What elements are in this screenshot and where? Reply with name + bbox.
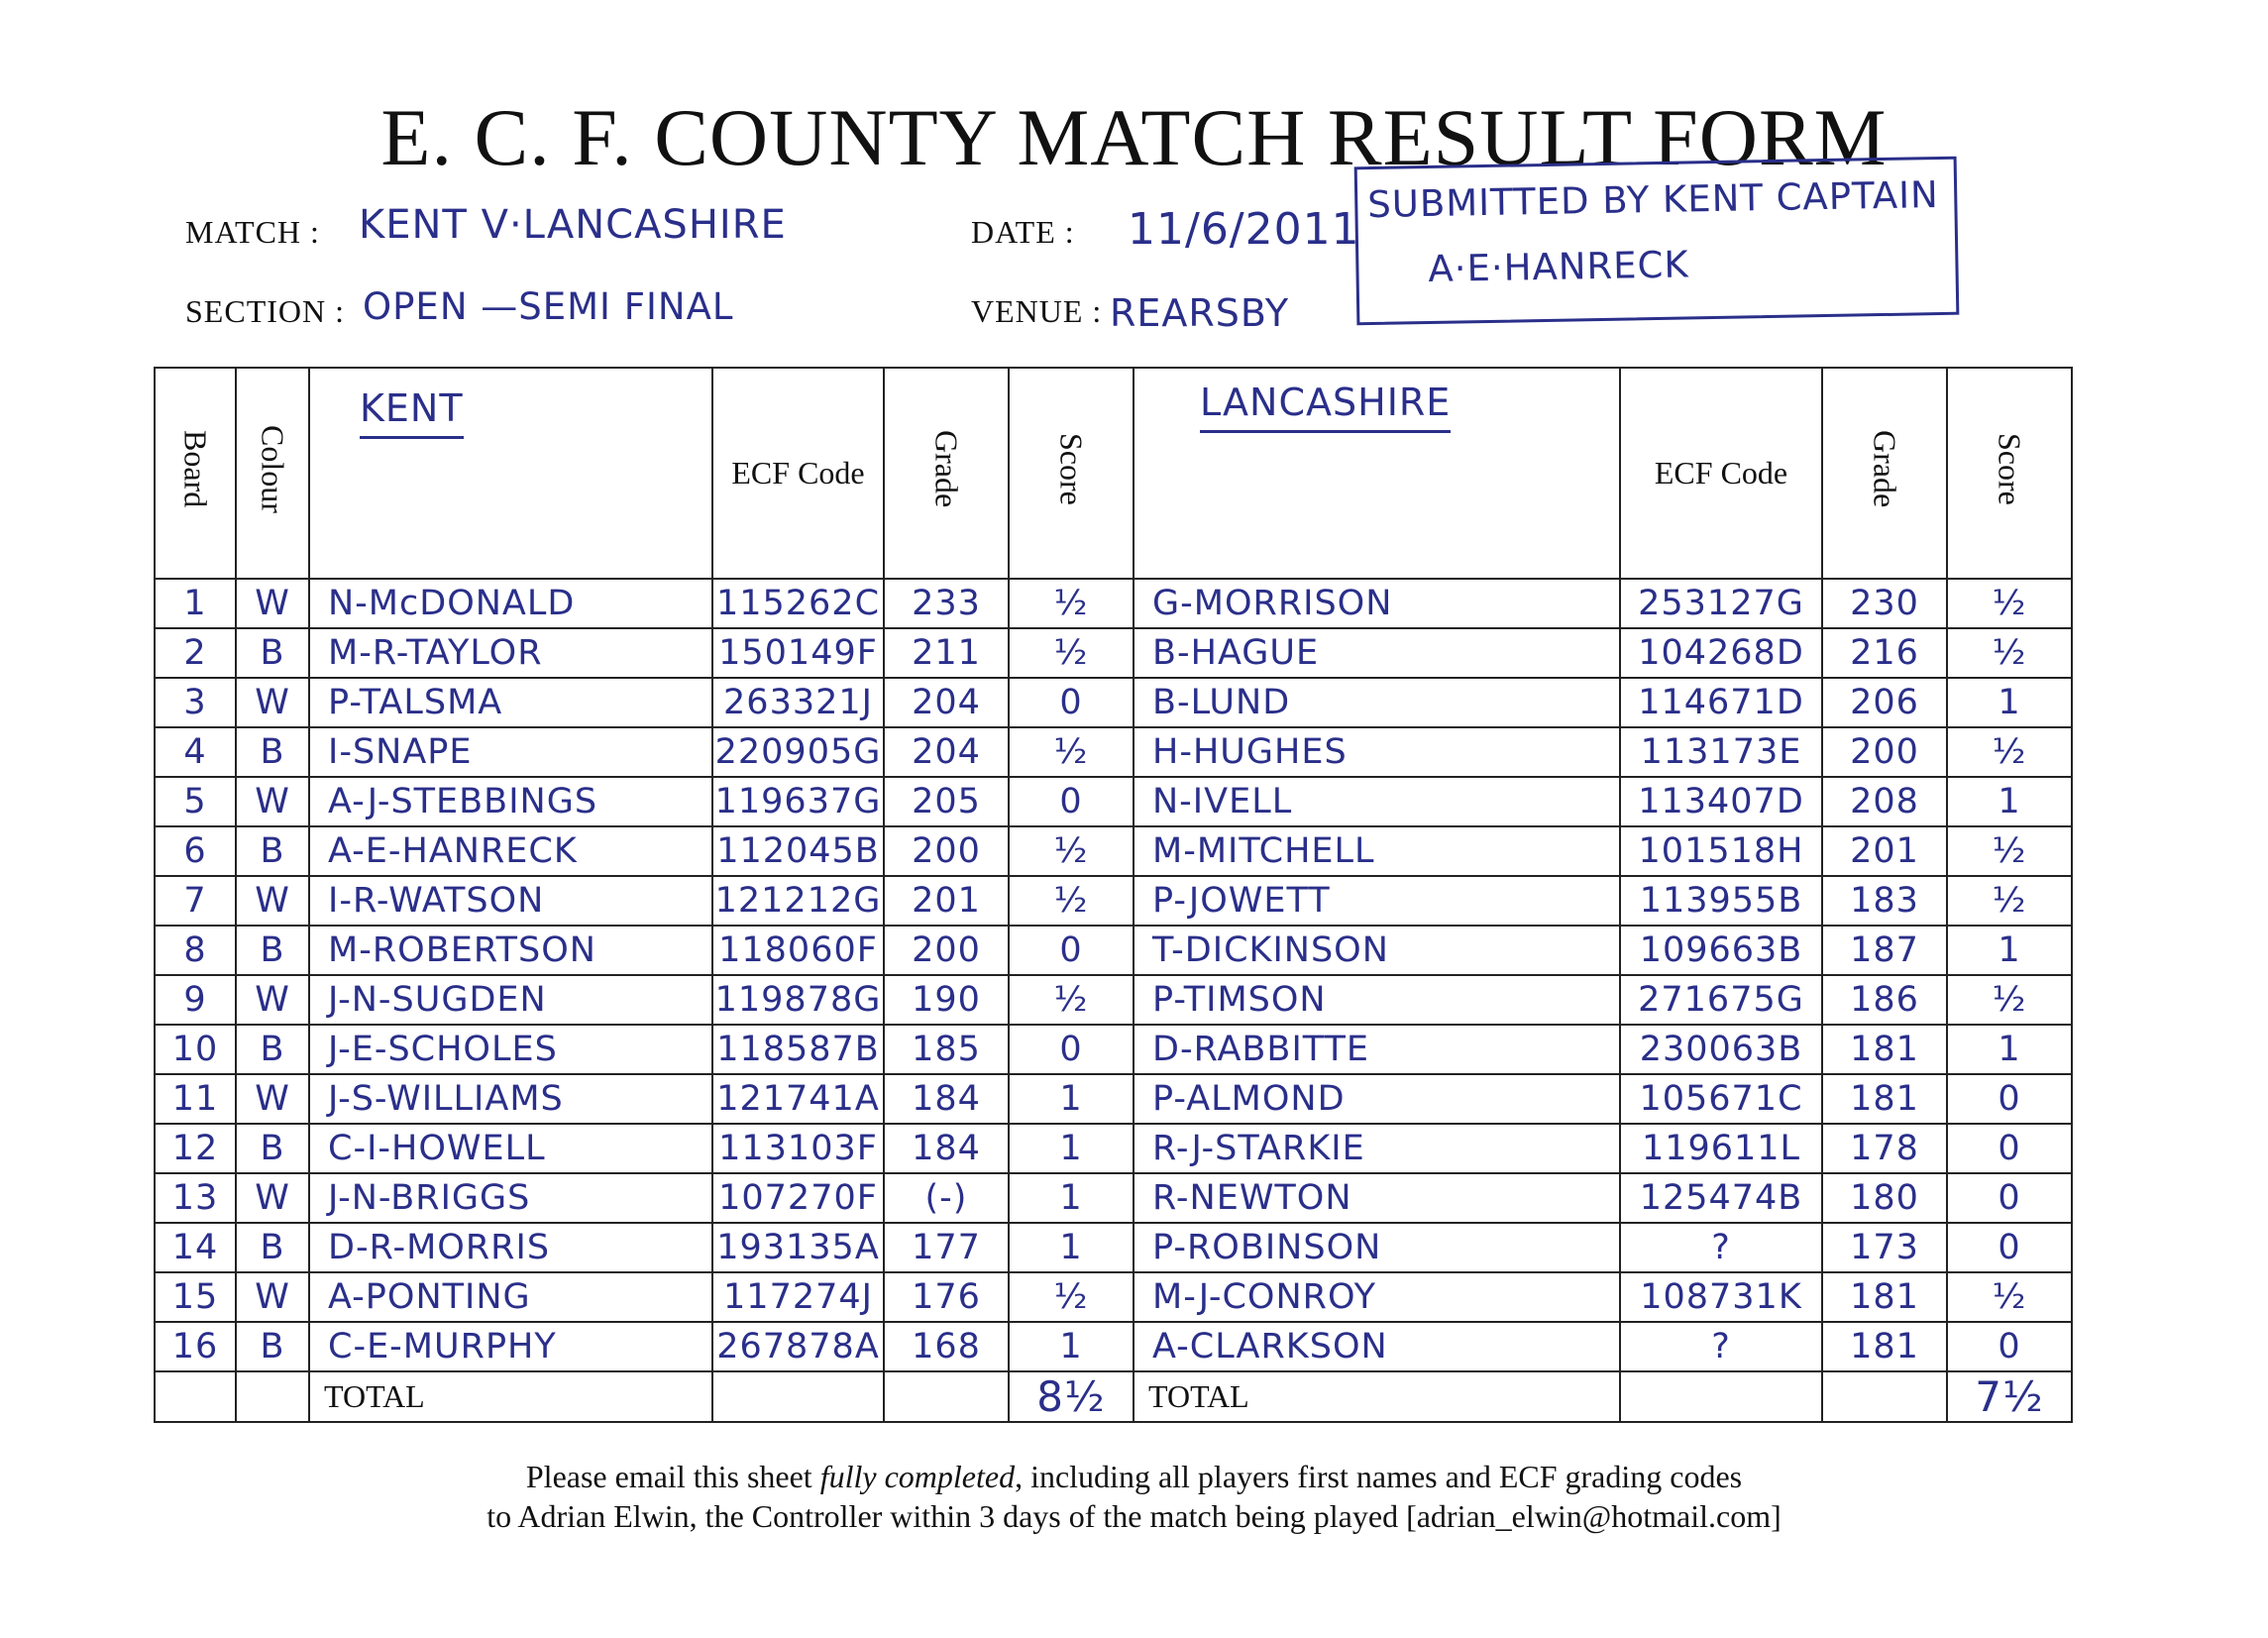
header-row (155, 368, 2072, 579)
away-player-cell: P-TIMSON (1134, 975, 1620, 1025)
results-table (154, 367, 2073, 1423)
away-score-header: Score (1947, 368, 2072, 579)
away-score-cell: 0 (1947, 1074, 2072, 1124)
away-total-score: 7½ (1947, 1371, 2072, 1422)
home-score-cell: ½ (1009, 975, 1134, 1025)
away-grade-cell: 183 (1822, 876, 1947, 926)
date-label: DATE : (971, 214, 1075, 250)
board-cell: 8 (155, 926, 236, 975)
board-cell: 6 (155, 826, 236, 876)
table-row (155, 975, 2072, 1025)
home-score-cell: ½ (1009, 579, 1134, 628)
home-grade-cell: 190 (884, 975, 1009, 1025)
table-row (155, 1173, 2072, 1223)
home-score-cell: ½ (1009, 727, 1134, 777)
away-ecf-code-cell: 230063B (1620, 1025, 1822, 1074)
away-ecf-code-cell: 113955B (1620, 876, 1822, 926)
home-score-cell: 0 (1009, 678, 1134, 727)
home-grade-cell: 205 (884, 777, 1009, 826)
match-value: KENT V·LANCASHIRE (359, 202, 787, 248)
away-ecf-code-cell: ? (1620, 1223, 1822, 1272)
venue-label: VENUE : (971, 293, 1103, 329)
board-cell: 12 (155, 1124, 236, 1173)
board-cell: 3 (155, 678, 236, 727)
table-row (155, 579, 2072, 628)
away-player-cell: A-CLARKSON (1134, 1322, 1620, 1371)
home-ecf-code-cell: 113103F (712, 1124, 884, 1173)
away-player-cell: N-IVELL (1134, 777, 1620, 826)
away-player-cell: D-RABBITTE (1134, 1025, 1620, 1074)
home-grade-cell: 211 (884, 628, 1009, 678)
away-player-cell: B-LUND (1134, 678, 1620, 727)
home-ecf-code-cell: 267878A (712, 1322, 884, 1371)
total-colour-cell (236, 1371, 309, 1422)
home-grade-cell: 185 (884, 1025, 1009, 1074)
colour-cell: B (236, 1322, 309, 1371)
home-grade-cell: 200 (884, 826, 1009, 876)
table-row (155, 1322, 2072, 1371)
table-row (155, 628, 2072, 678)
away-score-cell: 0 (1947, 1124, 2072, 1173)
board-cell: 1 (155, 579, 236, 628)
away-player-cell: M-MITCHELL (1134, 826, 1620, 876)
away-player-cell: T-DICKINSON (1134, 926, 1620, 975)
home-score-cell: 1 (1009, 1124, 1134, 1173)
board-cell: 16 (155, 1322, 236, 1371)
away-score-cell: 0 (1947, 1223, 2072, 1272)
away-score-cell: 0 (1947, 1322, 2072, 1371)
away-grade-cell: 181 (1822, 1322, 1947, 1371)
away-player-cell: R-NEWTON (1134, 1173, 1620, 1223)
home-grade-cell: 204 (884, 678, 1009, 727)
away-grade-cell: 178 (1822, 1124, 1947, 1173)
home-ecf-code-cell: 263321J (712, 678, 884, 727)
total-board-cell (155, 1371, 236, 1422)
home-score-header: Score (1009, 368, 1134, 579)
footer-instructions (0, 1457, 2268, 1536)
away-grade-cell: 186 (1822, 975, 1947, 1025)
table-row (155, 727, 2072, 777)
home-score-cell: 1 (1009, 1074, 1134, 1124)
home-ecf-code-cell: 107270F (712, 1173, 884, 1223)
away-team-name: LANCASHIRE (1200, 381, 1451, 433)
board-cell: 14 (155, 1223, 236, 1272)
home-team-header (309, 368, 712, 579)
home-player-cell: P-TALSMA (309, 678, 712, 727)
home-score-cell: ½ (1009, 1272, 1134, 1322)
away-ecf-code-cell: 101518H (1620, 826, 1822, 876)
footer-line-1: Please email this sheet fully completed, including all players first names and ECF grading codes (525, 1459, 1743, 1494)
home-player-cell: J-N-BRIGGS (309, 1173, 712, 1223)
home-ecf-code-cell: 220905G (712, 727, 884, 777)
table-row (155, 1223, 2072, 1272)
away-player-cell: P-ROBINSON (1134, 1223, 1620, 1272)
footer-line-2: to Adrian Elwin, the Controller within 3 days of the match being played [adrian_elwin@hotmail.com] (486, 1498, 1782, 1534)
home-ecf-code-cell: 117274J (712, 1272, 884, 1322)
away-score-cell: ½ (1947, 1272, 2072, 1322)
away-ecf-code-cell: 105671C (1620, 1074, 1822, 1124)
board-cell: 10 (155, 1025, 236, 1074)
submitted-by-box (1354, 157, 1960, 326)
section-label: SECTION : (185, 293, 345, 329)
away-player-cell: P-JOWETT (1134, 876, 1620, 926)
home-total-label: TOTAL (309, 1371, 712, 1422)
home-player-cell: M-R-TAYLOR (309, 628, 712, 678)
away-score-cell: ½ (1947, 579, 2072, 628)
away-grade-cell: 180 (1822, 1173, 1947, 1223)
away-player-cell: G-MORRISON (1134, 579, 1620, 628)
home-ecf-code-cell: 119878G (712, 975, 884, 1025)
board-cell: 5 (155, 777, 236, 826)
colour-cell: B (236, 1223, 309, 1272)
colour-cell: W (236, 678, 309, 727)
submitted-by-text: SUBMITTED BY KENT CAPTAIN (1366, 173, 1940, 227)
table-row (155, 876, 2072, 926)
away-ecf-code-header: ECF Code (1620, 368, 1822, 579)
form-title: E. C. F. COUNTY MATCH RESULT FORM (380, 92, 1888, 182)
home-grade-cell: (-) (884, 1173, 1009, 1223)
home-total-score: 8½ (1009, 1371, 1134, 1422)
away-ecf-code-cell: 109663B (1620, 926, 1822, 975)
board-cell: 9 (155, 975, 236, 1025)
home-grade-cell: 200 (884, 926, 1009, 975)
away-ecf-code-cell: ? (1620, 1322, 1822, 1371)
table-row (155, 826, 2072, 876)
away-score-cell: ½ (1947, 876, 2072, 926)
home-score-cell: ½ (1009, 826, 1134, 876)
table-row (155, 777, 2072, 826)
away-player-cell: M-J-CONROY (1134, 1272, 1620, 1322)
venue-value: REARSBY (1110, 291, 1290, 335)
away-score-cell: 1 (1947, 777, 2072, 826)
home-grade-cell: 201 (884, 876, 1009, 926)
total-row (155, 1371, 2072, 1422)
away-player-cell: H-HUGHES (1134, 727, 1620, 777)
home-score-cell: 0 (1009, 1025, 1134, 1074)
colour-cell: W (236, 1272, 309, 1322)
away-grade-cell: 216 (1822, 628, 1947, 678)
home-ecf-code-cell: 115262C (712, 579, 884, 628)
away-score-cell: ½ (1947, 975, 2072, 1025)
home-grade-cell: 204 (884, 727, 1009, 777)
home-player-cell: M-ROBERTSON (309, 926, 712, 975)
table-row (155, 926, 2072, 975)
board-cell: 7 (155, 876, 236, 926)
away-grade-cell: 206 (1822, 678, 1947, 727)
away-grade-cell: 201 (1822, 826, 1947, 876)
away-grade-cell: 181 (1822, 1272, 1947, 1322)
away-ecf-code-cell: 253127G (1620, 579, 1822, 628)
board-cell: 4 (155, 727, 236, 777)
total-empty-cell (712, 1371, 884, 1422)
away-score-cell: 1 (1947, 1025, 2072, 1074)
colour-cell: B (236, 1025, 309, 1074)
colour-cell: W (236, 777, 309, 826)
away-ecf-code-cell: 113407D (1620, 777, 1822, 826)
away-score-cell: ½ (1947, 727, 2072, 777)
home-score-cell: ½ (1009, 876, 1134, 926)
home-ecf-code-cell: 118060F (712, 926, 884, 975)
home-player-cell: J-N-SUGDEN (309, 975, 712, 1025)
home-ecf-code-cell: 118587B (712, 1025, 884, 1074)
home-grade-cell: 177 (884, 1223, 1009, 1272)
home-ecf-code-cell: 150149F (712, 628, 884, 678)
colour-cell: B (236, 628, 309, 678)
away-team-header (1134, 368, 1620, 579)
total-empty-cell (1822, 1371, 1947, 1422)
away-ecf-code-cell: 104268D (1620, 628, 1822, 678)
away-grade-header: Grade (1822, 368, 1947, 579)
home-team-name: KENT (360, 386, 464, 439)
away-score-cell: 1 (1947, 678, 2072, 727)
away-grade-cell: 230 (1822, 579, 1947, 628)
table-row (155, 1272, 2072, 1322)
home-grade-header: Grade (884, 368, 1009, 579)
away-grade-cell: 173 (1822, 1223, 1947, 1272)
home-grade-cell: 184 (884, 1124, 1009, 1173)
home-grade-cell: 168 (884, 1322, 1009, 1371)
home-ecf-code-cell: 119637G (712, 777, 884, 826)
colour-cell: W (236, 975, 309, 1025)
home-player-cell: A-J-STEBBINGS (309, 777, 712, 826)
away-ecf-code-cell: 113173E (1620, 727, 1822, 777)
away-grade-cell: 181 (1822, 1074, 1947, 1124)
away-score-cell: ½ (1947, 628, 2072, 678)
total-empty-cell (1620, 1371, 1822, 1422)
home-player-cell: J-S-WILLIAMS (309, 1074, 712, 1124)
colour-cell: W (236, 579, 309, 628)
results-rows (155, 579, 2072, 1371)
home-player-cell: I-R-WATSON (309, 876, 712, 926)
home-ecf-code-cell: 121212G (712, 876, 884, 926)
away-grade-cell: 187 (1822, 926, 1947, 975)
table-row (155, 1074, 2072, 1124)
table-row (155, 1025, 2072, 1074)
away-ecf-code-cell: 125474B (1620, 1173, 1822, 1223)
home-score-cell: 1 (1009, 1322, 1134, 1371)
home-score-cell: 0 (1009, 777, 1134, 826)
home-player-cell: N-McDONALD (309, 579, 712, 628)
colour-cell: B (236, 1124, 309, 1173)
colour-cell: B (236, 727, 309, 777)
table-row (155, 678, 2072, 727)
home-player-cell: A-E-HANRECK (309, 826, 712, 876)
home-score-cell: 1 (1009, 1223, 1134, 1272)
away-grade-cell: 181 (1822, 1025, 1947, 1074)
board-cell: 15 (155, 1272, 236, 1322)
home-ecf-code-cell: 112045B (712, 826, 884, 876)
away-score-cell: 1 (1947, 926, 2072, 975)
home-score-cell: ½ (1009, 628, 1134, 678)
home-player-cell: J-E-SCHOLES (309, 1025, 712, 1074)
board-cell: 13 (155, 1173, 236, 1223)
home-player-cell: D-R-MORRIS (309, 1223, 712, 1272)
home-player-cell: C-E-MURPHY (309, 1322, 712, 1371)
home-player-cell: C-I-HOWELL (309, 1124, 712, 1173)
away-player-cell: B-HAGUE (1134, 628, 1620, 678)
away-ecf-code-cell: 119611L (1620, 1124, 1822, 1173)
home-ecf-code-cell: 121741A (712, 1074, 884, 1124)
away-ecf-code-cell: 108731K (1620, 1272, 1822, 1322)
away-grade-cell: 200 (1822, 727, 1947, 777)
home-grade-cell: 184 (884, 1074, 1009, 1124)
colour-cell: B (236, 926, 309, 975)
colour-cell: W (236, 876, 309, 926)
section-value: OPEN —SEMI FINAL (363, 285, 734, 328)
colour-cell: W (236, 1074, 309, 1124)
home-ecf-code-cell: 193135A (712, 1223, 884, 1272)
away-player-cell: P-ALMOND (1134, 1074, 1620, 1124)
home-player-cell: A-PONTING (309, 1272, 712, 1322)
table-row (155, 1124, 2072, 1173)
away-player-cell: R-J-STARKIE (1134, 1124, 1620, 1173)
match-label: MATCH : (185, 214, 320, 250)
home-player-cell: I-SNAPE (309, 727, 712, 777)
away-ecf-code-cell: 271675G (1620, 975, 1822, 1025)
home-score-cell: 0 (1009, 926, 1134, 975)
board-cell: 11 (155, 1074, 236, 1124)
colour-header: Colour (236, 368, 309, 579)
colour-cell: W (236, 1173, 309, 1223)
home-grade-cell: 176 (884, 1272, 1009, 1322)
total-empty-cell (884, 1371, 1009, 1422)
away-total-label: TOTAL (1134, 1371, 1620, 1422)
away-score-cell: ½ (1947, 826, 2072, 876)
date-value: 11/6/2011 (1128, 204, 1360, 255)
away-ecf-code-cell: 114671D (1620, 678, 1822, 727)
home-ecf-code-header: ECF Code (712, 368, 884, 579)
board-header: Board (155, 368, 236, 579)
submitted-by-name: A·E·HANRECK (1428, 243, 1690, 291)
home-grade-cell: 233 (884, 579, 1009, 628)
colour-cell: B (236, 826, 309, 876)
board-cell: 2 (155, 628, 236, 678)
away-grade-cell: 208 (1822, 777, 1947, 826)
home-score-cell: 1 (1009, 1173, 1134, 1223)
away-score-cell: 0 (1947, 1173, 2072, 1223)
